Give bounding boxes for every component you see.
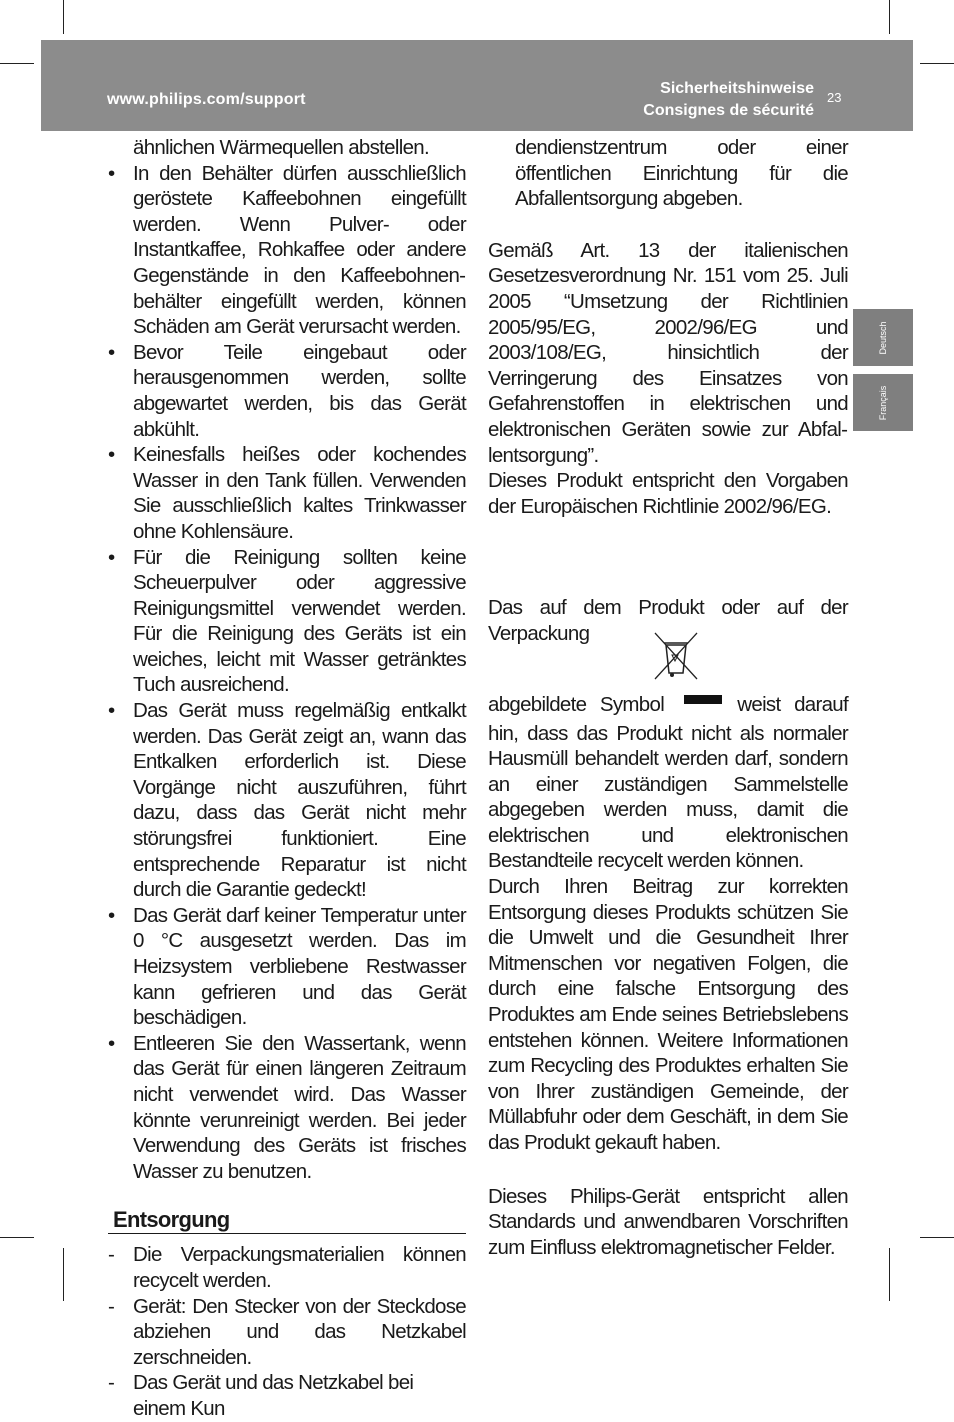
tab-francais-label: Français [878,385,888,420]
safety-bullet-item [108,340,466,442]
symbol-intro-line: Das auf dem Produkt oder auf der Verpackung [488,596,848,645]
directive-paragraph: Dieses Produkt entspricht den Vorgaben der Europäischen Richtlinie 2002/96/EG. [488,469,848,518]
continued-text: ähnlichen Wärmequellen abstellen. [133,136,429,159]
left-column [108,135,466,1422]
crop-mark [63,1248,64,1301]
bullet-icon: • [108,1031,115,1055]
safety-bullet-item [108,903,466,1031]
bullet-text: Das Gerät darf keiner Temperatur unter 0 °C ausgesetzt werden. Das im Heizsystem verbliebene Restwasser kann gefrieren und das Gerät beschädigen. [133,903,466,1030]
dash-icon: - [108,1294,115,1318]
bullet-text: Für die Reinigung sollten keine Scheuerpulver oder aggressive Reinigungsmittel verwendet werden. Für die Reinigung des Geräts ist ein weiches, leicht mit Wasser getränktes Tuch ausreichend. [133,545,466,697]
bullet-icon: • [108,545,115,569]
bullet-text: Bevor Teile eingebaut oder herausgenommen werden, sollte abgewartet werden, bis das Gerät abkühlt. [133,340,466,441]
bullet-icon: • [108,443,115,467]
crop-mark [0,63,34,64]
disposal-item [108,1242,466,1293]
safety-bullet-item [108,1031,466,1185]
tab-deutsch-label: Deutsch [878,320,888,355]
safety-bullet-item [108,545,466,699]
disposal-dash-list [108,1242,466,1421]
crop-mark [889,0,890,34]
symbol-lead: abgebildete Symbol [488,692,665,716]
recycling-paragraph: Durch Ihren Beitrag zur korrekten Entsorgung dieses Produkts schützen Sie die Umwelt und die Gesundheit Ihrer Mitmenschen vor negativen Folgen, die durch eine falsche Entsorgung des Produktes am Ende seines Betriebslebens entstehen können. Weitere Informationen zum Recycling des Produktes erhalten Sie von Ihrer zuständigen Gemeinde, der Müllabfuhr oder dem Geschäft, in dem Sie das Produkt gekauft haben. [488,875,848,1154]
continued-text-right: dendienstzentrum oder einer öffentlichen Einrichtung für die Abfallentsorgung abgeben. [515,136,848,211]
bullet-icon: • [108,161,115,185]
tab-francais[interactable] [853,374,913,431]
crop-mark [0,1237,34,1238]
dash-icon: - [108,1243,115,1267]
legal-paragraph: Gemäß Art. 13 der italienischen Gesetzesverordnung Nr. 151 vom 25. Juli 2005 “Umsetzung der Richtlinien 2005/95/EG, 2002/96/EG und 2003/108/EG, hinsichtlich der Verringerung des Einsatzes von Gefahrenstoffen in elektrischen und elektronischen Geräten sowie zur Abfallentsorgung”. [488,238,848,467]
safety-bullet-list [108,161,466,1185]
safety-bullet-item [108,161,466,340]
support-url[interactable]: www.philips.com/support [107,91,306,108]
right-column [488,135,848,1260]
tab-deutsch[interactable] [853,309,913,366]
disposal-heading: Entsorgung [108,1207,466,1234]
safety-bullet-item [108,698,466,903]
bullet-text: Entleeren Sie den Wassertank, wenn das Gerät für einen längeren Zeitraum nicht verwendet wird. Das Wasser könnte verunreinigt werden. Bei jeder Verwendung des Geräts ist frisches Wasser zu benutzen. [133,1031,466,1183]
disposal-text: Die Verpackungsmaterialien können recycelt werden. [133,1243,466,1292]
bullet-icon: • [108,699,115,723]
separator-bar-icon [682,681,720,721]
disposal-item [108,1294,466,1371]
bullet-text: Keinesfalls heißes oder kochendes Wasser in den Tank füllen. Verwenden Sie ausschließlich kaltes Trinkwasser ohne Kohlensäure. [133,443,466,543]
symbol-rest: weist darauf hin, dass das Produkt nicht als normaler Hausmüll behandelt werden darf, sondern an einer zuständigen Sammelstelle abgegeben werden muss, damit die elektrischen und elektronischen Bestandteile recycelt werden können. [488,692,848,873]
dash-icon: - [108,1371,115,1395]
section-title-fr: Consignes de sécurité [643,102,814,119]
section-title [643,78,814,122]
crop-mark [920,63,954,64]
crop-mark [63,0,64,34]
disposal-item [108,1370,466,1421]
safety-bullet-item [108,442,466,544]
page-header [41,40,913,131]
bullet-icon: • [108,903,115,927]
page-number: 23 [827,90,842,105]
crop-mark [920,1237,954,1238]
bullet-icon: • [108,340,115,364]
disposal-text: Das Gerät und das Netzkabel bei einem Kun [133,1371,414,1420]
section-title-de: Sicherheitshinweise [660,80,814,97]
symbol-paragraph [488,681,848,875]
crop-mark [889,1248,890,1301]
bullet-text: Das Gerät muss regelmäßig entkalkt werden. Das Gerät zeigt an, wann das Entkalken erforderlich ist. Diese Vorgänge nicht auszuführen, führt dazu, dass das Gerät nicht mehr störungsfrei funktioniert. Eine entsprechende Reparatur ist nicht durch die Garantie gedeckt! [133,699,466,902]
disposal-text: Gerät: Den Stecker von der Steckdose abziehen und das Netzkabel zerschneiden. [133,1294,466,1369]
bullet-text: In den Behälter dürfen ausschließlich geröstete Kaffeebohnen eingefüllt werden. Wenn Pulver- oder Instantkaffee, Rohkaffee oder andere Gegenstände in den Kaffeebohnenbehälter eingefüllt werden, können Schäden am Gerät verursacht werden. [133,161,466,339]
crossed-out-wheelie-bin-icon [652,631,700,683]
emf-paragraph: Dieses Philips-Gerät entspricht allen Standards und anwendbaren Vorschriften zum Einfluss elektromagnetischer Felder. [488,1184,848,1259]
